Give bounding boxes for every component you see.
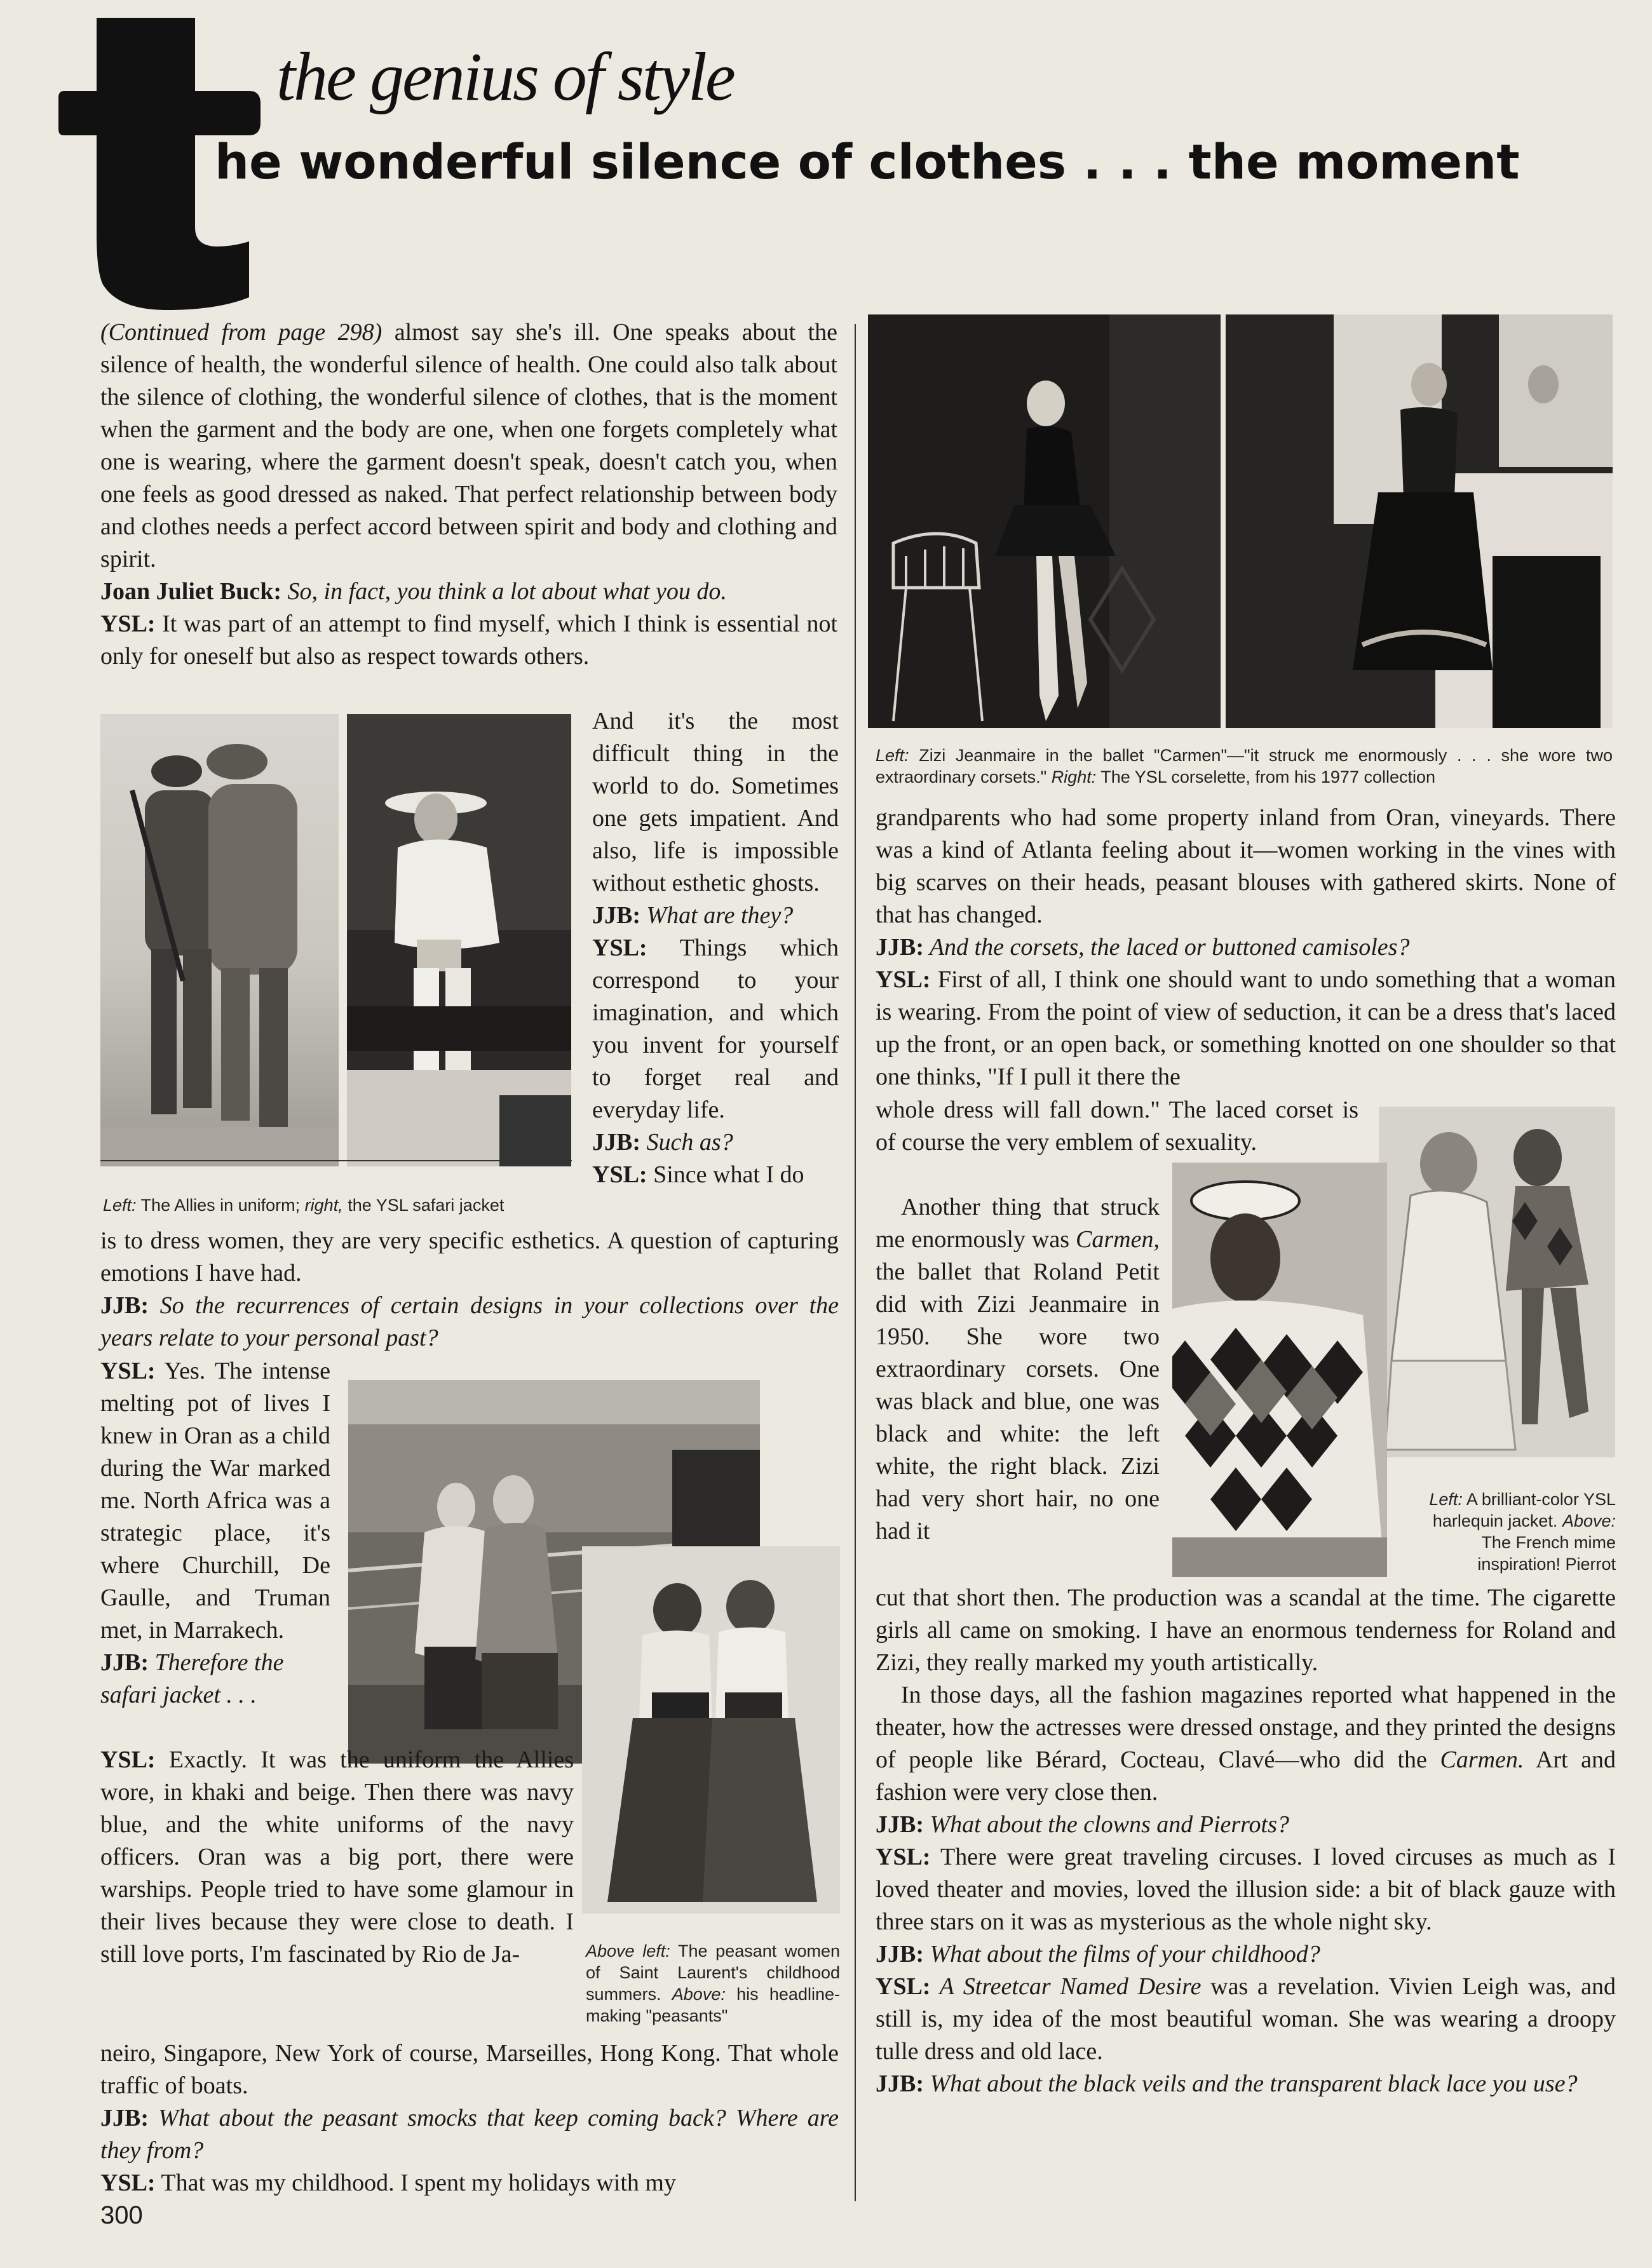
photo-allies-soldiers [100, 714, 339, 1166]
question: JJB: So the recurrences of certain designs in your collections over the years relate to your personal past? [100, 1292, 839, 1351]
left-column-top [100, 316, 837, 673]
answer: YSL: Things which correspond to your imagination, and which you invent for yourself to forget real and everyday life. [592, 935, 839, 1123]
left-column-narrow [592, 705, 839, 1191]
answer-continued: And it's the most difficult thing in the world to do. Sometimes one gets impatient. And also, life is impossible without esthetic ghosts. [592, 708, 839, 896]
answer: YSL: A Streetcar Named Desire was a revelation. Vivien Leigh was, and still is, my idea of the most beautiful woman. She was wearing a droopy tulle dress and old lace. [876, 1973, 1616, 2065]
caption-allies: Left: The Allies in uniform; right, the YSL safari jacket [103, 1196, 504, 1215]
answer: YSL: There were great traveling circuses. I loved circuses as much as I loved theater and movies, loved the illusion side: a bit of black gauze with three stars on it was as mysterious as the whole night sky. [876, 1844, 1616, 1935]
photo-carmen-ballet [868, 314, 1221, 728]
caption-rule [100, 1160, 572, 1161]
paragraph: grandparents who had some property inland from Oran, vineyards. There was a kind of Atlanta feeling about it—women working in the vines with big scarves on their heads, peasant blouses with gathered skirts. None of that has changed. [876, 804, 1616, 928]
answer-continued: whole dress will fall down." The laced corset is of course the very emblem of sexuality. [876, 1097, 1358, 1156]
answer: YSL: It was part of an attempt to find myself, which I think is essential not only for oneself but also as respect towards others. [100, 611, 837, 670]
answer: YSL: That was my childhood. I spent my holidays with my [100, 2170, 676, 2196]
right-column-narrow-a [876, 1094, 1358, 1159]
question: JJB: And the corsets, the laced or buttoned camisoles? [876, 934, 1410, 961]
answer-continued: is to dress women, they are very specific esthetics. A question of capturing emotions I have had. [100, 1227, 839, 1286]
photo-corselette [1226, 314, 1613, 728]
intro-paragraph: (Continued from page 298) almost say she's ill. One speaks about the silence of health, the wonderful silence of health. One could also talk about the silence of clothing, the wonderful silence of clothes, that is the moment when the garment and the body are one, when one forgets completely what one is wearing, where the garment doesn't speak, doesn't catch you, when one feels as good dressed as naked. That perfect relationship between body and clothes needs a perfect accord between spirit and body and clothing and spirit. [100, 319, 837, 572]
answer: YSL: Since what I do [592, 1161, 804, 1188]
question: JJB: What about the peasant smocks that keep coming back? Where are they from? [100, 2105, 839, 2164]
column-rule [855, 324, 856, 2201]
page-number: 300 [100, 2201, 143, 2229]
caption-carmen: Left: Zizi Jeanmaire in the ballet "Carmen"—"it struck me enormously . . . she wore two extraordinary corsets." Right: The YSL corselette, from his 1977 collection [876, 746, 1613, 786]
question: JJB: What about the clowns and Pierrots? [876, 1811, 1289, 1838]
question: JJB: Such as? [592, 1129, 733, 1156]
question: JJB: What about the black veils and the transparent black lace you use? [876, 2070, 1578, 2097]
photo-peasant-models [582, 1546, 840, 1914]
left-column-middle [100, 1225, 839, 1354]
right-column-top [876, 802, 1616, 1093]
photo-harlequin-jacket [1172, 1163, 1387, 1577]
right-column-narrow-b [876, 1191, 1160, 1548]
caption-peasant: Above left: The peasant women of Saint Laurent's childhood summers. Above: his headline-making "peasants" [586, 1941, 840, 2025]
kicker: the genius of style [276, 39, 734, 115]
left-column-narrow-2 [100, 1355, 330, 1711]
caption-harlequin: Left: A brilliant-color YSL harlequin jacket. Above: The French mime inspiration! Pierrot [1429, 1490, 1616, 1574]
question: JJB: What about the films of your childhood? [876, 1941, 1320, 1968]
headline: he wonderful silence of clothes . . . the moment [215, 133, 1520, 190]
paragraph: In those days, all the fashion magazines reported what happened in the theater, how the actresses were dressed onstage, and they printed the designs of people like Bérard, Cocteau, Clavé—who did the Carmen. Art and fashion were very close then. [876, 1682, 1616, 1806]
right-column-bottom [876, 1582, 1616, 2100]
photo-safari-jacket [347, 714, 571, 1166]
question: JJB: Therefore the safari jacket . . . [100, 1649, 284, 1708]
paragraph: Another thing that struck me enormously was Carmen, the ballet that Roland Petit did with Zizi Jeanmaire in 1950. She wore two extraordinary corsets. One was black and blue, one was black and white: the left white, the right black. Zizi had very short hair, no one had it [876, 1194, 1160, 1544]
question: JJB: What are they? [592, 902, 794, 929]
answer: YSL: Yes. The intense melting pot of lives I knew in Oran as a child during the War marked me. North Africa was a strategic place, it's where Churchill, De Gaulle, and Truman met, in Marrakech. [100, 1358, 330, 1644]
left-column-lower [100, 1744, 574, 1971]
answer: YSL: First of all, I think one should want to undo something that a woman is wearing. From the point of view of seduction, it can be a dress that's laced up the front, or an open back, or something knotted on one shoulder so that one thinks, "If I pull it there the [876, 966, 1616, 1090]
continued-note: (Continued from page 298) [100, 319, 383, 346]
left-column-bottom [100, 2037, 839, 2199]
answer-continued: neiro, Singapore, New York of course, Marseilles, Hong Kong. That whole traffic of boats. [100, 2040, 839, 2099]
paragraph-continued: cut that short then. The production was a scandal at the time. The cigarette girls all came on smoking. I have an enormous tenderness for Roland and Zizi, they really marked my youth artistically. [876, 1584, 1616, 1676]
question: Joan Juliet Buck: So, in fact, you think a lot about what you do. [100, 578, 727, 605]
photo-pierrot-mimes [1379, 1107, 1615, 1457]
answer: YSL: Exactly. It was the uniform the Allies wore, in khaki and beige. Then there was navy blue, and the white uniforms of the navy officers. Oran was a big port, there were warships. People tried to have some glamour in their lives because they were close to death. I still love ports, I'm fascinated by Rio de Ja- [100, 1746, 574, 1968]
